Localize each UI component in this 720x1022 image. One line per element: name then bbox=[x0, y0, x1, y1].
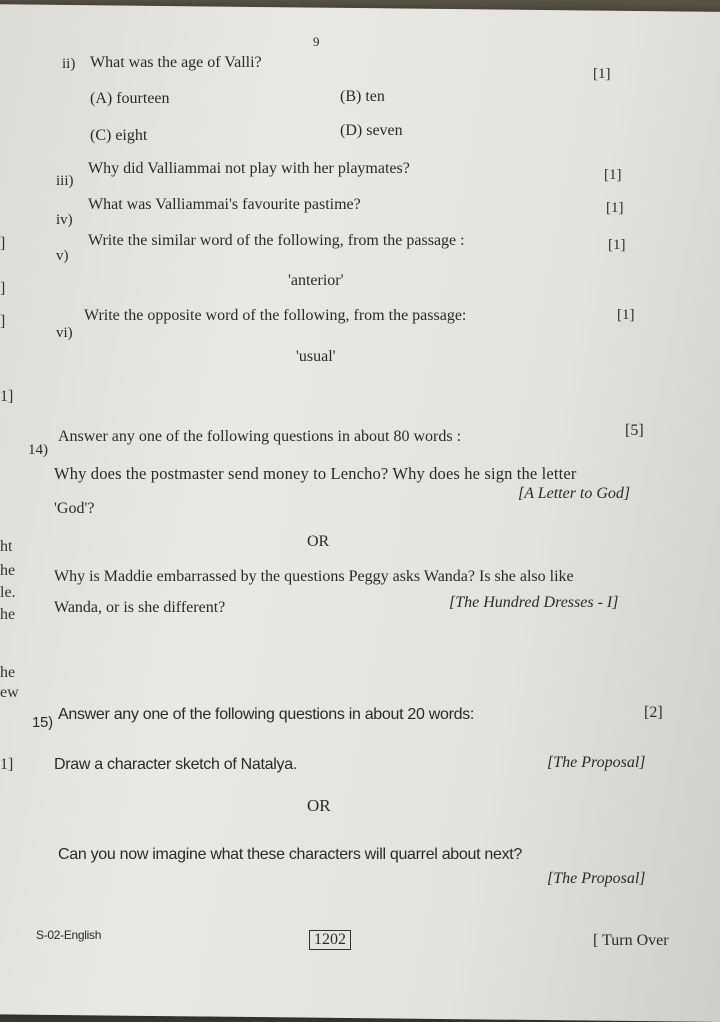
margin-text: he bbox=[0, 664, 16, 681]
q15-option2: Can you now imagine what these characters will quarrel about next? bbox=[58, 846, 523, 863]
q2-number: ii) bbox=[62, 56, 76, 72]
q6-marks: [1] bbox=[617, 307, 635, 323]
q14-option2-line1: Why is Maddie embarrassed by the questions Peggy asks Wanda? Is she also like bbox=[54, 568, 574, 585]
q14-or: OR bbox=[307, 533, 330, 550]
q4-number: iv) bbox=[56, 212, 73, 228]
q14-option2-source: [The Hundred Dresses - I] bbox=[449, 594, 619, 611]
q15-option1: Draw a character sketch of Natalya. bbox=[54, 756, 297, 773]
q4-text: What was Valliammai's favourite pastime? bbox=[88, 196, 361, 213]
q15-option2-source: [The Proposal] bbox=[547, 870, 646, 887]
paper-code: S-02-English bbox=[36, 928, 102, 942]
margin-text: le. bbox=[0, 584, 16, 601]
q6-word: 'usual' bbox=[296, 348, 336, 365]
margin-bracket: ] bbox=[0, 313, 6, 330]
turn-over-label: [ Turn Over bbox=[593, 932, 669, 949]
q5-number: v) bbox=[56, 248, 69, 264]
q6-number: vi) bbox=[56, 325, 73, 341]
q14-option1-line2: 'God'? bbox=[54, 500, 95, 517]
q5-word: 'anterior' bbox=[288, 272, 344, 289]
q4-marks: [1] bbox=[606, 200, 624, 216]
q14-option1-line1: Why does the postmaster send money to Lencho? Why does he sign the letter bbox=[54, 464, 577, 483]
q6-text: Write the opposite word of the following, from the passage: bbox=[84, 307, 467, 324]
question-14-instruction: Answer any one of the following questions in about 80 words : bbox=[58, 428, 462, 445]
q3-text: Why did Valliammai not play with her playmates? bbox=[88, 160, 410, 177]
q5-marks: [1] bbox=[608, 237, 626, 253]
margin-marks: 1] bbox=[0, 756, 14, 773]
question-15-instruction: Answer any one of the following questions in about 20 words: bbox=[58, 706, 475, 723]
page-code-box: 1202 bbox=[309, 930, 351, 950]
margin-text: ew bbox=[0, 684, 19, 701]
question-14-number: 14) bbox=[28, 442, 48, 458]
q3-marks: [1] bbox=[604, 167, 622, 183]
q14-option1-source: [A Letter to God] bbox=[518, 485, 631, 502]
q5-text: Write the similar word of the following, from the passage : bbox=[88, 232, 465, 249]
option-b: (B) ten bbox=[340, 88, 385, 105]
q2-text: What was the age of Valli? bbox=[90, 54, 262, 71]
q14-option2-line2: Wanda, or is she different? bbox=[54, 599, 226, 616]
question-14-marks: [5] bbox=[625, 422, 644, 439]
margin-bracket: ] bbox=[0, 280, 6, 297]
question-15-marks: [2] bbox=[644, 704, 663, 721]
margin-bracket: ] bbox=[0, 235, 6, 252]
question-15-number: 15) bbox=[32, 714, 53, 731]
q2-marks: [1] bbox=[593, 66, 611, 82]
option-c: (C) eight bbox=[90, 127, 148, 144]
page-number: 9 bbox=[313, 34, 320, 49]
margin-marks: 1] bbox=[0, 388, 14, 405]
margin-text: he bbox=[0, 562, 16, 579]
q15-option1-source: [The Proposal] bbox=[547, 754, 646, 771]
margin-text: ht bbox=[0, 538, 13, 555]
option-d: (D) seven bbox=[340, 122, 403, 139]
margin-text: he bbox=[0, 606, 16, 623]
q3-number: iii) bbox=[56, 173, 74, 189]
q15-or: OR bbox=[307, 796, 331, 815]
option-a: (A) fourteen bbox=[90, 90, 170, 107]
